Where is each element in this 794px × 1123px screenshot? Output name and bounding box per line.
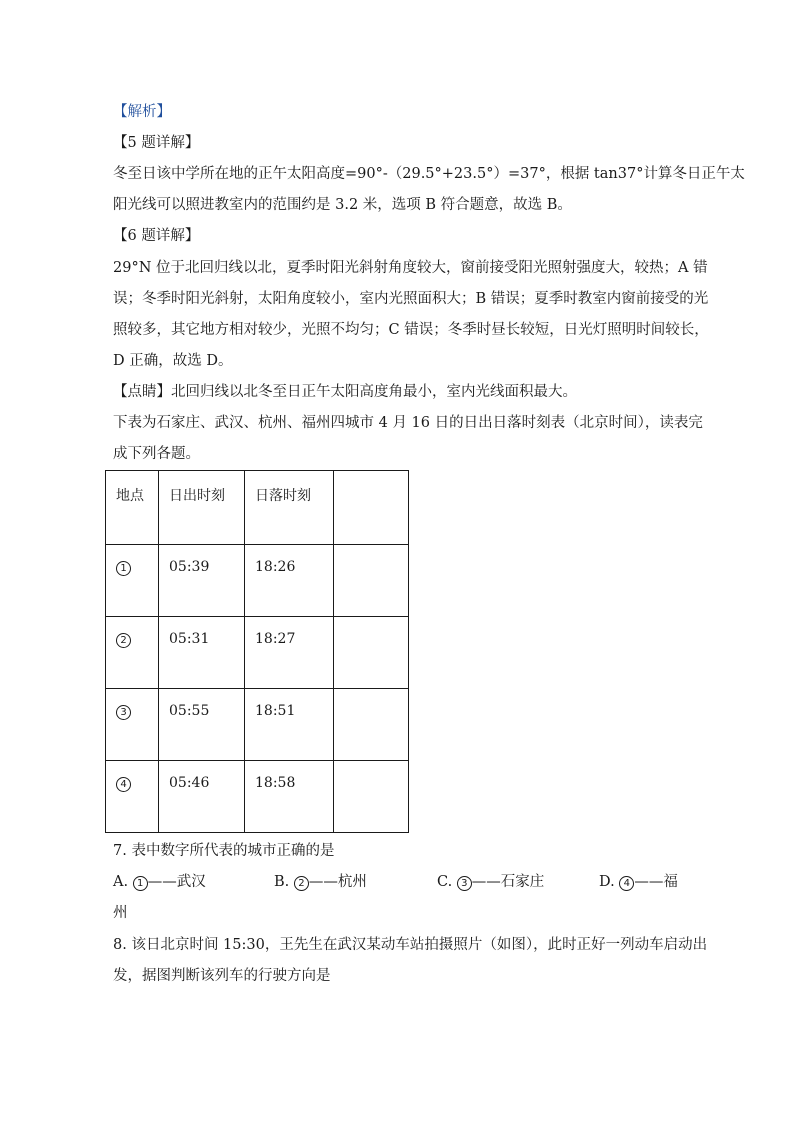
row-marker-cell xyxy=(106,545,159,617)
q6-line-1: 29°N 位于北回归线以北，夏季时阳光斜射角度较大，窗前接受阳光照射强度大，较热；A 错 xyxy=(113,260,708,276)
q6-line-3: 照较多，其它地方相对较少，光照不均匀；C 错误；冬季时昼长较短，日光灯照明时间较长， xyxy=(113,322,709,338)
circled-number: 4 xyxy=(116,777,131,792)
circled-number: 3 xyxy=(457,876,472,891)
empty-cell xyxy=(334,617,409,689)
option-letter: C. xyxy=(437,874,453,890)
circled-number: 1 xyxy=(133,876,148,891)
table-row xyxy=(106,689,409,761)
option-text: ——杭州 xyxy=(308,874,367,890)
row-marker-cell xyxy=(106,761,159,833)
header-sunset: 日落时刻 xyxy=(245,471,334,545)
q7-stem: 7. 表中数字所代表的城市正确的是 xyxy=(113,843,335,859)
q8-line-1: 8. 该日北京时间 15:30，王先生在武汉某动车站拍摄照片（如图），此时正好一列动车启动出 xyxy=(113,937,708,953)
q5-line-1: 冬至日该中学所在地的正午太阳高度=90°-（29.5°+23.5°）=37°，根据 tan37°计算冬日正午太 xyxy=(113,166,745,182)
tip-line: 【点睛】北回归线以北冬至日正午太阳高度角最小，室内光线面积最大。 xyxy=(113,384,577,400)
sunset-cell: 18:26 xyxy=(245,545,334,617)
empty-cell xyxy=(334,545,409,617)
intro-line-2: 成下列各题。 xyxy=(113,446,200,462)
table-row xyxy=(106,617,409,689)
q6-title: 【6 题详解】 xyxy=(113,228,200,244)
option-text: ——武汉 xyxy=(147,874,206,890)
table-row xyxy=(106,545,409,617)
q7-option-a[interactable] xyxy=(113,872,206,892)
circled-number: 3 xyxy=(116,705,131,720)
table-row xyxy=(106,761,409,833)
q8-line-2: 发，据图判断该列车的行驶方向是 xyxy=(113,968,331,984)
sunrise-cell: 05:31 xyxy=(159,617,245,689)
option-letter: A. xyxy=(113,874,129,890)
empty-cell xyxy=(334,761,409,833)
q7-option-d[interactable] xyxy=(599,872,678,892)
q7-option-c[interactable] xyxy=(437,872,544,892)
sunset-cell: 18:58 xyxy=(245,761,334,833)
circled-number: 1 xyxy=(116,561,131,576)
sunset-cell: 18:51 xyxy=(245,689,334,761)
intro-line-1: 下表为石家庄、武汉、杭州、福州四城市 4 月 16 日的日出日落时刻表（北京时间），读表完 xyxy=(113,415,703,431)
option-letter: B. xyxy=(274,874,290,890)
row-marker-cell xyxy=(106,617,159,689)
option-text: ——福 xyxy=(634,874,678,890)
circled-number: 2 xyxy=(294,876,309,891)
header-location: 地点 xyxy=(106,471,159,545)
option-text: ——石家庄 xyxy=(471,874,545,890)
q6-line-4: D 正确，故选 D。 xyxy=(113,353,233,369)
circled-number: 4 xyxy=(619,876,634,891)
sun-times-table xyxy=(105,470,409,833)
q5-title: 【5 题详解】 xyxy=(113,135,200,151)
header-empty xyxy=(334,471,409,545)
option-letter: D. xyxy=(599,874,615,890)
circled-number: 2 xyxy=(116,633,131,648)
header-sunrise: 日出时刻 xyxy=(159,471,245,545)
sunrise-cell: 05:46 xyxy=(159,761,245,833)
analysis-heading: 【解析】 xyxy=(113,104,171,120)
sunrise-cell: 05:55 xyxy=(159,689,245,761)
empty-cell xyxy=(334,689,409,761)
q7-option-b[interactable] xyxy=(274,872,367,892)
sunset-cell: 18:27 xyxy=(245,617,334,689)
q5-line-2: 阳光线可以照进教室内的范围约是 3.2 米，选项 B 符合题意，故选 B。 xyxy=(113,197,572,213)
q7-option-d-wrap: 州 xyxy=(113,905,128,921)
sunrise-cell: 05:39 xyxy=(159,545,245,617)
table-header-row xyxy=(106,471,409,545)
row-marker-cell xyxy=(106,689,159,761)
q6-line-2: 误；冬季时阳光斜射，太阳角度较小，室内光照面积大；B 错误；夏季时教室内窗前接受的光 xyxy=(113,291,709,307)
